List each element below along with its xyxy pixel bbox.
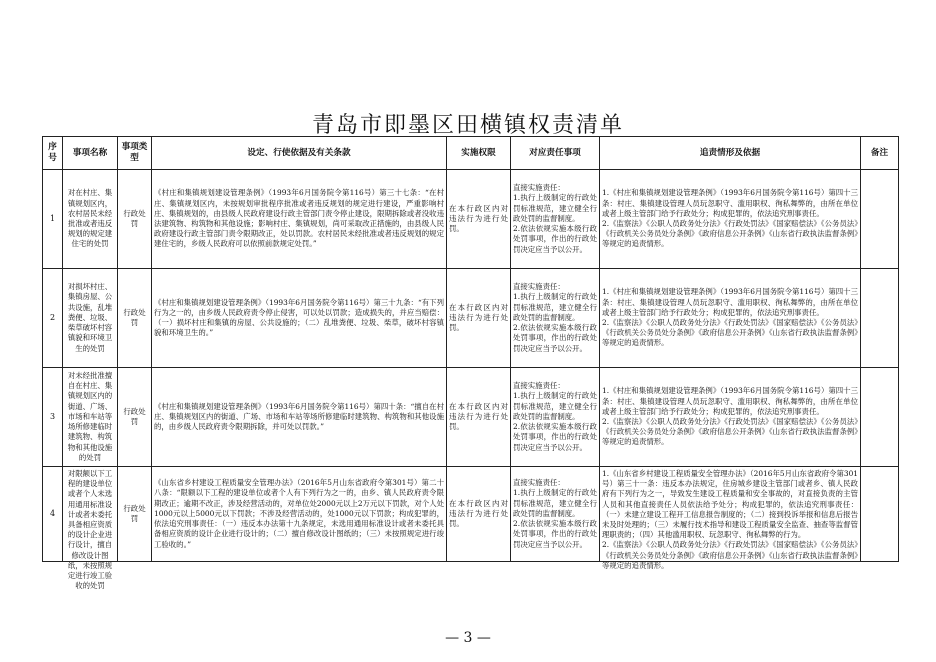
row-accountability: 1.《山东省乡村建设工程质量安全管理办法》（2016年5月山东省政府令第301号）第三十一条：违反本办法规定，住房城乡建设主管部门或者乡、镇人民政府有下列行为之一，导致发生建设工程质量和安全事故的，对直接负责的主管人员和其他直接责任人员依法给予处分；构成犯罪的，依法追究刑事责任：（一）未建立建设工程开工信息报告制度的；（二）接到投诉举报和信息后报告未及时处理的；（三）未履行技术指导和建设工程质量安全监查、抽查等监督管理职责的；（四）其他滥用职权、玩忽职守、徇私舞弊的行为。 2.《监察法》《公职人员政务处分法》《行政处罚法》《国家赔偿法》《公务员法》《行政机关公务员处分条例》《政府信息公开条例》《山东省行政执法监督条例》等规定的追责情形。 <box>600 467 861 562</box>
row-remark <box>861 467 899 562</box>
header-accountability: 追责情形及依据 <box>600 137 861 170</box>
header-basis: 设定、行使依据及有关条款 <box>152 137 447 170</box>
row-name: 对在村庄、集镇规划区内，农村居民未经批准或者违反规划的规定建住宅的处罚 <box>63 170 118 269</box>
table-row <box>43 368 899 467</box>
row-basis: 《村庄和集镇规划建设管理条例》（1993年6月国务院令第116号）第三十七条：“在村庄、集镇规划区内，未按规划审批程序批准或者违反规划的规定进行建设，严重影响村庄、集镇规划的，由县级人民政府建设行政主管部门责令停止建设，限期拆除或者没收违法建筑物、构筑物和其他设施；影响村庄、集镇规划，尚可采取改正措施的，由县级人民政府建设行政主管部门责令限期改正，处以罚款。农村居民未经批准或者违反规划的规定建住宅的，乡级人民政府可以依照前款规定处罚。” <box>152 170 447 269</box>
row-authority: 在本行政区内对违法行为进行处罚。 <box>447 170 511 269</box>
row-duty: 直接实施责任： 1.执行上级制定的行政处罚标准规范，建立健全行政处罚的监督制度。 2.依法依规实施本级行政处罚事项，作出的行政处罚决定应当予以公开。 <box>511 170 600 269</box>
row-authority: 在本行政区内对违法行为进行处罚。 <box>447 269 511 368</box>
row-remark <box>861 368 899 467</box>
row-name: 对限额以下工程的建设单位或者个人未选用通用标准设计或者未委托具备相应资质的设计企业进行设计，擅自修改设计图纸，未按照规定进行竣工验收的处罚 <box>63 467 118 562</box>
page-number: — 3 — <box>445 630 491 646</box>
row-no: 3 <box>43 368 63 467</box>
row-no: 4 <box>43 467 63 562</box>
power-list-table <box>42 136 899 591</box>
row-accountability: 1.《村庄和集镇规划建设管理条例》（1993年6月国务院令第116号）第四十三条：村庄、集镇建设管理人员玩忽职守、滥用职权、徇私舞弊的，由所在单位或者上级主管部门给予行政处分；构成犯罪的，依法追究刑事责任。 2.《监察法》《公职人员政务处分法》《行政处罚法》《国家赔偿法》《公务员法》《行政机关公务员处分条例》《政府信息公开条例》《山东省行政执法监督条例》等规定的追责情形。 <box>600 170 861 269</box>
row-type: 行政处罚 <box>118 170 152 269</box>
header-no: 序号 <box>43 137 63 170</box>
row-remark <box>861 170 899 269</box>
table-row <box>43 170 899 269</box>
row-basis: 《村庄和集镇规划建设管理条例》（1993年6月国务院令第116号）第三十九条：“有下列行为之一的，由乡级人民政府责令停止侵害，可以处以罚款；造成损失的，并应当赔偿：（一）损坏村庄和集镇的房屋、公共设施的；（二）乱堆粪便、垃圾、柴草，破坏村容镇貌和环境卫生的。” <box>152 269 447 368</box>
header-authority: 实施权限 <box>447 137 511 170</box>
row-type: 行政处罚 <box>118 368 152 467</box>
header-duty: 对应责任事项 <box>511 137 600 170</box>
table-row <box>43 269 899 368</box>
header-name: 事项名称 <box>63 137 118 170</box>
table-header-row <box>43 137 899 170</box>
row-name: 对损坏村庄、集镇房屋、公共设施，乱堆粪便、垃圾、柴草破坏村容镇貌和环境卫生的处罚 <box>63 269 118 368</box>
table-row <box>43 467 899 562</box>
row-duty: 直接实施责任： 1.执行上级制定的行政处罚标准规范，建立健全行政处罚的监督制度。 2.依法依规实施本级行政处罚事项，作出的行政处罚决定应当予以公开。 <box>511 467 600 562</box>
row-type: 行政处罚 <box>118 467 152 562</box>
row-accountability: 1.《村庄和集镇规划建设管理条例》（1993年6月国务院令第116号）第四十三条：村庄、集镇建设管理人员玩忽职守、滥用职权、徇私舞弊的，由所在单位或者上级主管部门给予行政处分；构成犯罪的，依法追究刑事责任。 2.《监察法》《公职人员政务处分法》《行政处罚法》《国家赔偿法》《公务员法》《行政机关公务员处分条例》《政府信息公开条例》《山东省行政执法监督条例》等规定的追责情形。 <box>600 368 861 467</box>
row-authority: 在本行政区内对违法行为进行处罚。 <box>447 467 511 562</box>
row-no: 1 <box>43 170 63 269</box>
header-type: 事项类型 <box>118 137 152 170</box>
row-basis: 《村庄和集镇规划建设管理条例》（1993年6月国务院令第116号）第四十条：“擅自在村庄、集镇规划区内的街道、广场、市场和车站等场所修建临时建筑物、构筑物和其他设施的，由乡级人民政府责令限期拆除，并可处以罚款。” <box>152 368 447 467</box>
page-title: 青岛市即墨区田横镇权责清单 <box>311 113 624 138</box>
row-accountability: 1.《村庄和集镇规划建设管理条例》（1993年6月国务院令第116号）第四十三条：村庄、集镇建设管理人员玩忽职守、滥用职权、徇私舞弊的，由所在单位或者上级主管部门给予行政处分；构成犯罪的，依法追究刑事责任。 2.《监察法》《公职人员政务处分法》《行政处罚法》《国家赔偿法》《公务员法》《行政机关公务员处分条例》《政府信息公开条例》《山东省行政执法监督条例》等规定的追责情形。 <box>600 269 861 368</box>
row-no: 2 <box>43 269 63 368</box>
row-remark <box>861 269 899 368</box>
row-name: 对未经批准擅自在村庄、集镇规划区内的街道、广场、市场和车站等场所修建临时建筑物、构筑物和其他设施的处罚 <box>63 368 118 467</box>
row-authority: 在本行政区内对违法行为进行处罚。 <box>447 368 511 467</box>
row-duty: 直接实施责任： 1.执行上级制定的行政处罚标准规范，建立健全行政处罚的监督制度。 2.依法依规实施本级行政处罚事项，作出的行政处罚决定应当予以公开。 <box>511 368 600 467</box>
row-basis: 《山东省乡村建设工程质量安全管理办法》（2016年5月山东省政府令第301号）第二十八条：“限额以下工程的建设单位或者个人有下列行为之一的，由乡、镇人民政府责令限期改正；逾期不改正，涉及经营活动的，对单位处2000元以上2万元以下罚款，对个人处1000元以上5000元以下罚款；不涉及经营活动的，处1000元以下罚款；构成犯罪的，依法追究刑事责任：（一）违反本办法第十九条规定，未选用通用标准设计或者未委托具备相应资质的设计企业进行设计的；（二）擅自修改设计图纸的；（三）未按照规定进行竣工验收的。” <box>152 467 447 562</box>
row-duty: 直接实施责任： 1.执行上级制定的行政处罚标准规范，建立健全行政处罚的监督制度。 2.依法依规实施本级行政处罚事项，作出的行政处罚决定应当予以公开。 <box>511 269 600 368</box>
row-type: 行政处罚 <box>118 269 152 368</box>
header-remark: 备注 <box>861 137 899 170</box>
